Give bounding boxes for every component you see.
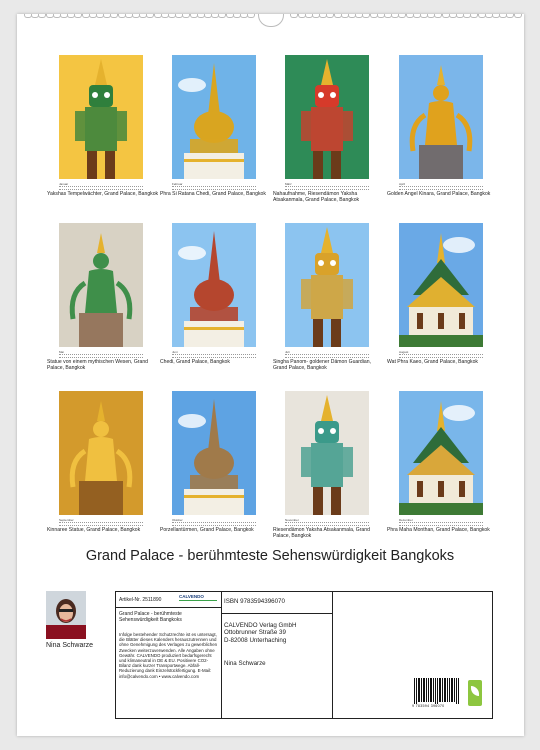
month-photo [59,55,143,179]
info-column-publisher [221,592,333,718]
month-name: Dezember [399,518,413,522]
photo-caption: Golden Angel Kinara, Grand Palace, Bangkok [387,191,491,197]
month-photo [399,391,483,515]
photo-caption: Singha Panom- goldener Dämon Guardian, Grand Palace, Bangkok [273,359,371,371]
month-name: Juli [285,350,290,354]
day-row [172,522,256,526]
month-photo [399,223,483,347]
day-row [285,522,369,526]
eco-label-icon [468,680,482,706]
photo-caption: Kinnaree Statue, Grand Palace, Bangkok [47,527,141,533]
month-name: August [399,350,409,354]
month-name: April [399,182,406,186]
day-row [285,186,369,190]
info-column-barcode [332,592,492,718]
photo-caption: Riesendämon Yaksha Atsakanmala, Grand Palace, Bangkok [273,527,370,539]
author-photo [46,591,86,639]
photo-caption: Wat Phra Kaeo, Grand Palace, Bangkok [387,359,478,365]
month-photo [172,223,256,347]
info-column-article [116,592,222,718]
month-name: März [285,182,292,186]
calendar-title-small: Grand Palace - berühmteste Sehenswürdigkeit Bangkoks [119,611,182,623]
month-name: Februar [172,182,183,186]
photo-caption: Yakshas Tempelwächter, Grand Palace, Bangkok [47,191,159,197]
month-photo [172,391,256,515]
month-photo [285,391,369,515]
photo-caption: Nahaufnahme, Riesendämon Yaksha Atsakanmala, Grand Palace, Bangkok [273,191,360,203]
month-name: Oktober [172,518,183,522]
calvendo-logo: CALVENDO [179,594,204,599]
day-row [285,354,369,358]
article-header [116,592,221,608]
month-photo [59,223,143,347]
publisher-line: CALVENDO Verlag GmbH [224,622,297,629]
month-name: Januar [59,182,69,186]
month-photo [172,55,256,179]
barcode-icon [412,678,462,704]
day-row [59,522,143,526]
wire-ring [514,14,522,18]
calendar-title: Grand Palace - berühmteste Sehenswürdigkeit Bangkoks [85,548,455,564]
day-row [399,186,483,190]
day-row [399,354,483,358]
photo-caption: Phra Si Ratana Chedi, Grand Palace, Bangkok [160,191,266,197]
month-name: Mai [59,350,64,354]
article-number: Artikel-Nr. 2511890 [119,597,162,603]
publisher-line: D-82008 Unterhaching [224,636,287,644]
day-row [399,522,483,526]
logo-underline [179,600,217,601]
month-photo [285,55,369,179]
photo-caption: Chedi, Grand Palace, Bangkok [160,359,230,365]
day-row [59,354,143,358]
photo-caption: Statue von einem mythischen Wesen, Grand Palace, Bangkok [47,359,148,371]
month-name: Juni [172,350,178,354]
isbn: ISBN 9783594396070 [224,598,285,605]
author-name: Nina Schwarze [46,642,94,649]
info-box [115,591,493,719]
photo-caption: Phra Maha Monthan, Grand Palace, Bangkok [387,527,490,533]
day-row [59,186,143,190]
barcode-digits: 9 783594 396070 [412,704,445,708]
publisher-line: Ottobrunner Straße 39 [224,629,286,637]
publisher-address [224,622,296,644]
month-name: September [59,518,74,522]
legal-notice: Infolge bestehender Schutzrechte ist es untersagt, die Blätter dieses Kalenders herauszutrennen und ohne Genehmigung des Verlages zu gewerblichen Zwecken weiterzuverwenden. Alle Angaben ohne Gewähr. CALVENDO produziert bedarfsgerecht und klimaneutral in DE & EU. Positivere CO2-Bilanz dank kurzer Transportwege. Abfall-Reduzierung dank Einzelstückfertigung. E-Mail: info@calvendo.com • www.calvendo.com [119,632,218,679]
info-author: Nina Schwarze [224,660,266,667]
month-photo [285,223,369,347]
month-name: November [285,518,299,522]
day-row [172,354,256,358]
day-row [172,186,256,190]
month-photo [59,391,143,515]
photo-caption: Porzellantürmen, Grand Palace, Bangkok [160,527,254,533]
month-photo [399,55,483,179]
info-separator [221,613,332,614]
